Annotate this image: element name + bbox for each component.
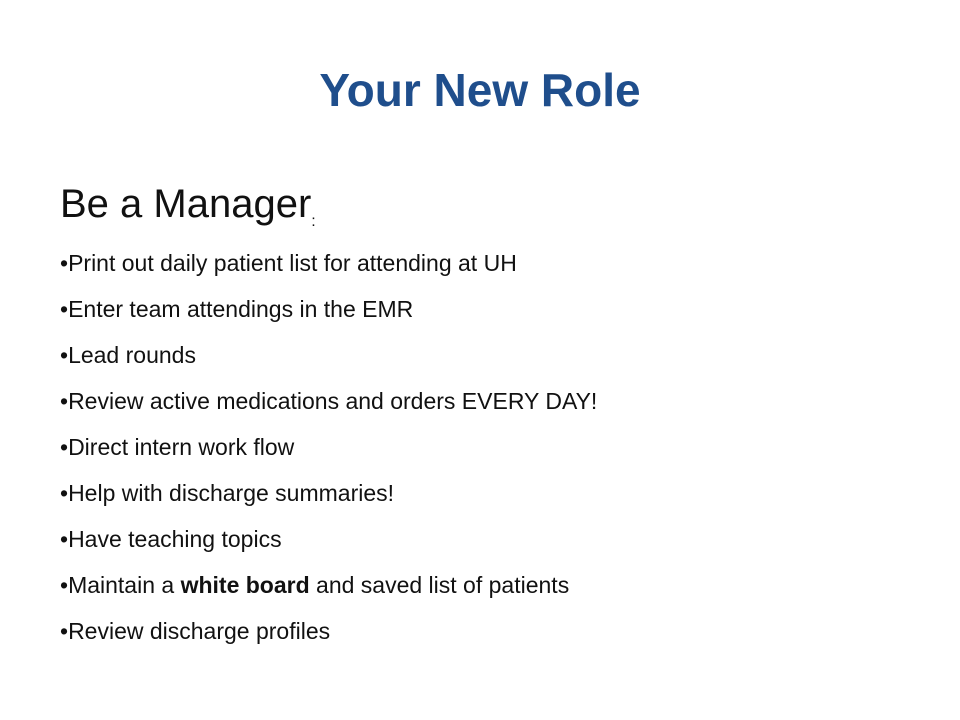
bullet-item bbox=[60, 562, 597, 608]
bullet-item bbox=[60, 608, 597, 654]
bullet-marker: • bbox=[60, 618, 69, 644]
bullet-item bbox=[60, 240, 597, 286]
bullet-marker: • bbox=[60, 342, 69, 368]
bullet-marker: • bbox=[60, 526, 69, 552]
bullet-marker: • bbox=[60, 388, 69, 414]
bullet-text: Print out daily patient list for attending at UH bbox=[68, 250, 517, 276]
bullet-item bbox=[60, 332, 597, 378]
bullet-text: Help with discharge summaries! bbox=[68, 480, 395, 506]
bullet-marker: • bbox=[60, 250, 69, 276]
bullet-text: Have teaching topics bbox=[68, 526, 282, 552]
bullet-item bbox=[60, 286, 597, 332]
subtitle-text: Be a Manager bbox=[60, 182, 312, 226]
bullet-text: Direct intern work flow bbox=[68, 434, 295, 460]
bullet-text-after: and saved list of patients bbox=[309, 572, 570, 598]
bullet-item bbox=[60, 378, 597, 424]
bullet-marker: • bbox=[60, 572, 69, 598]
bullet-text: Lead rounds bbox=[68, 342, 196, 368]
bullet-marker: • bbox=[60, 480, 69, 506]
bullet-item bbox=[60, 470, 597, 516]
bullet-list bbox=[60, 240, 597, 654]
bullet-text: Review discharge profiles bbox=[68, 618, 331, 644]
bullet-item bbox=[60, 516, 597, 562]
slide-title: Your New Role bbox=[319, 64, 641, 116]
slide-subtitle bbox=[60, 176, 316, 250]
bullet-text-bold: white board bbox=[180, 572, 310, 598]
subtitle-suffix: : bbox=[311, 213, 316, 230]
bullet-item bbox=[60, 424, 597, 470]
bullet-marker: • bbox=[60, 434, 69, 460]
bullet-text-before: Maintain a bbox=[68, 572, 181, 598]
bullet-marker: • bbox=[60, 296, 69, 322]
bullet-text: Review active medications and orders EVERY DAY! bbox=[68, 388, 598, 414]
bullet-text: Enter team attendings in the EMR bbox=[68, 296, 414, 322]
